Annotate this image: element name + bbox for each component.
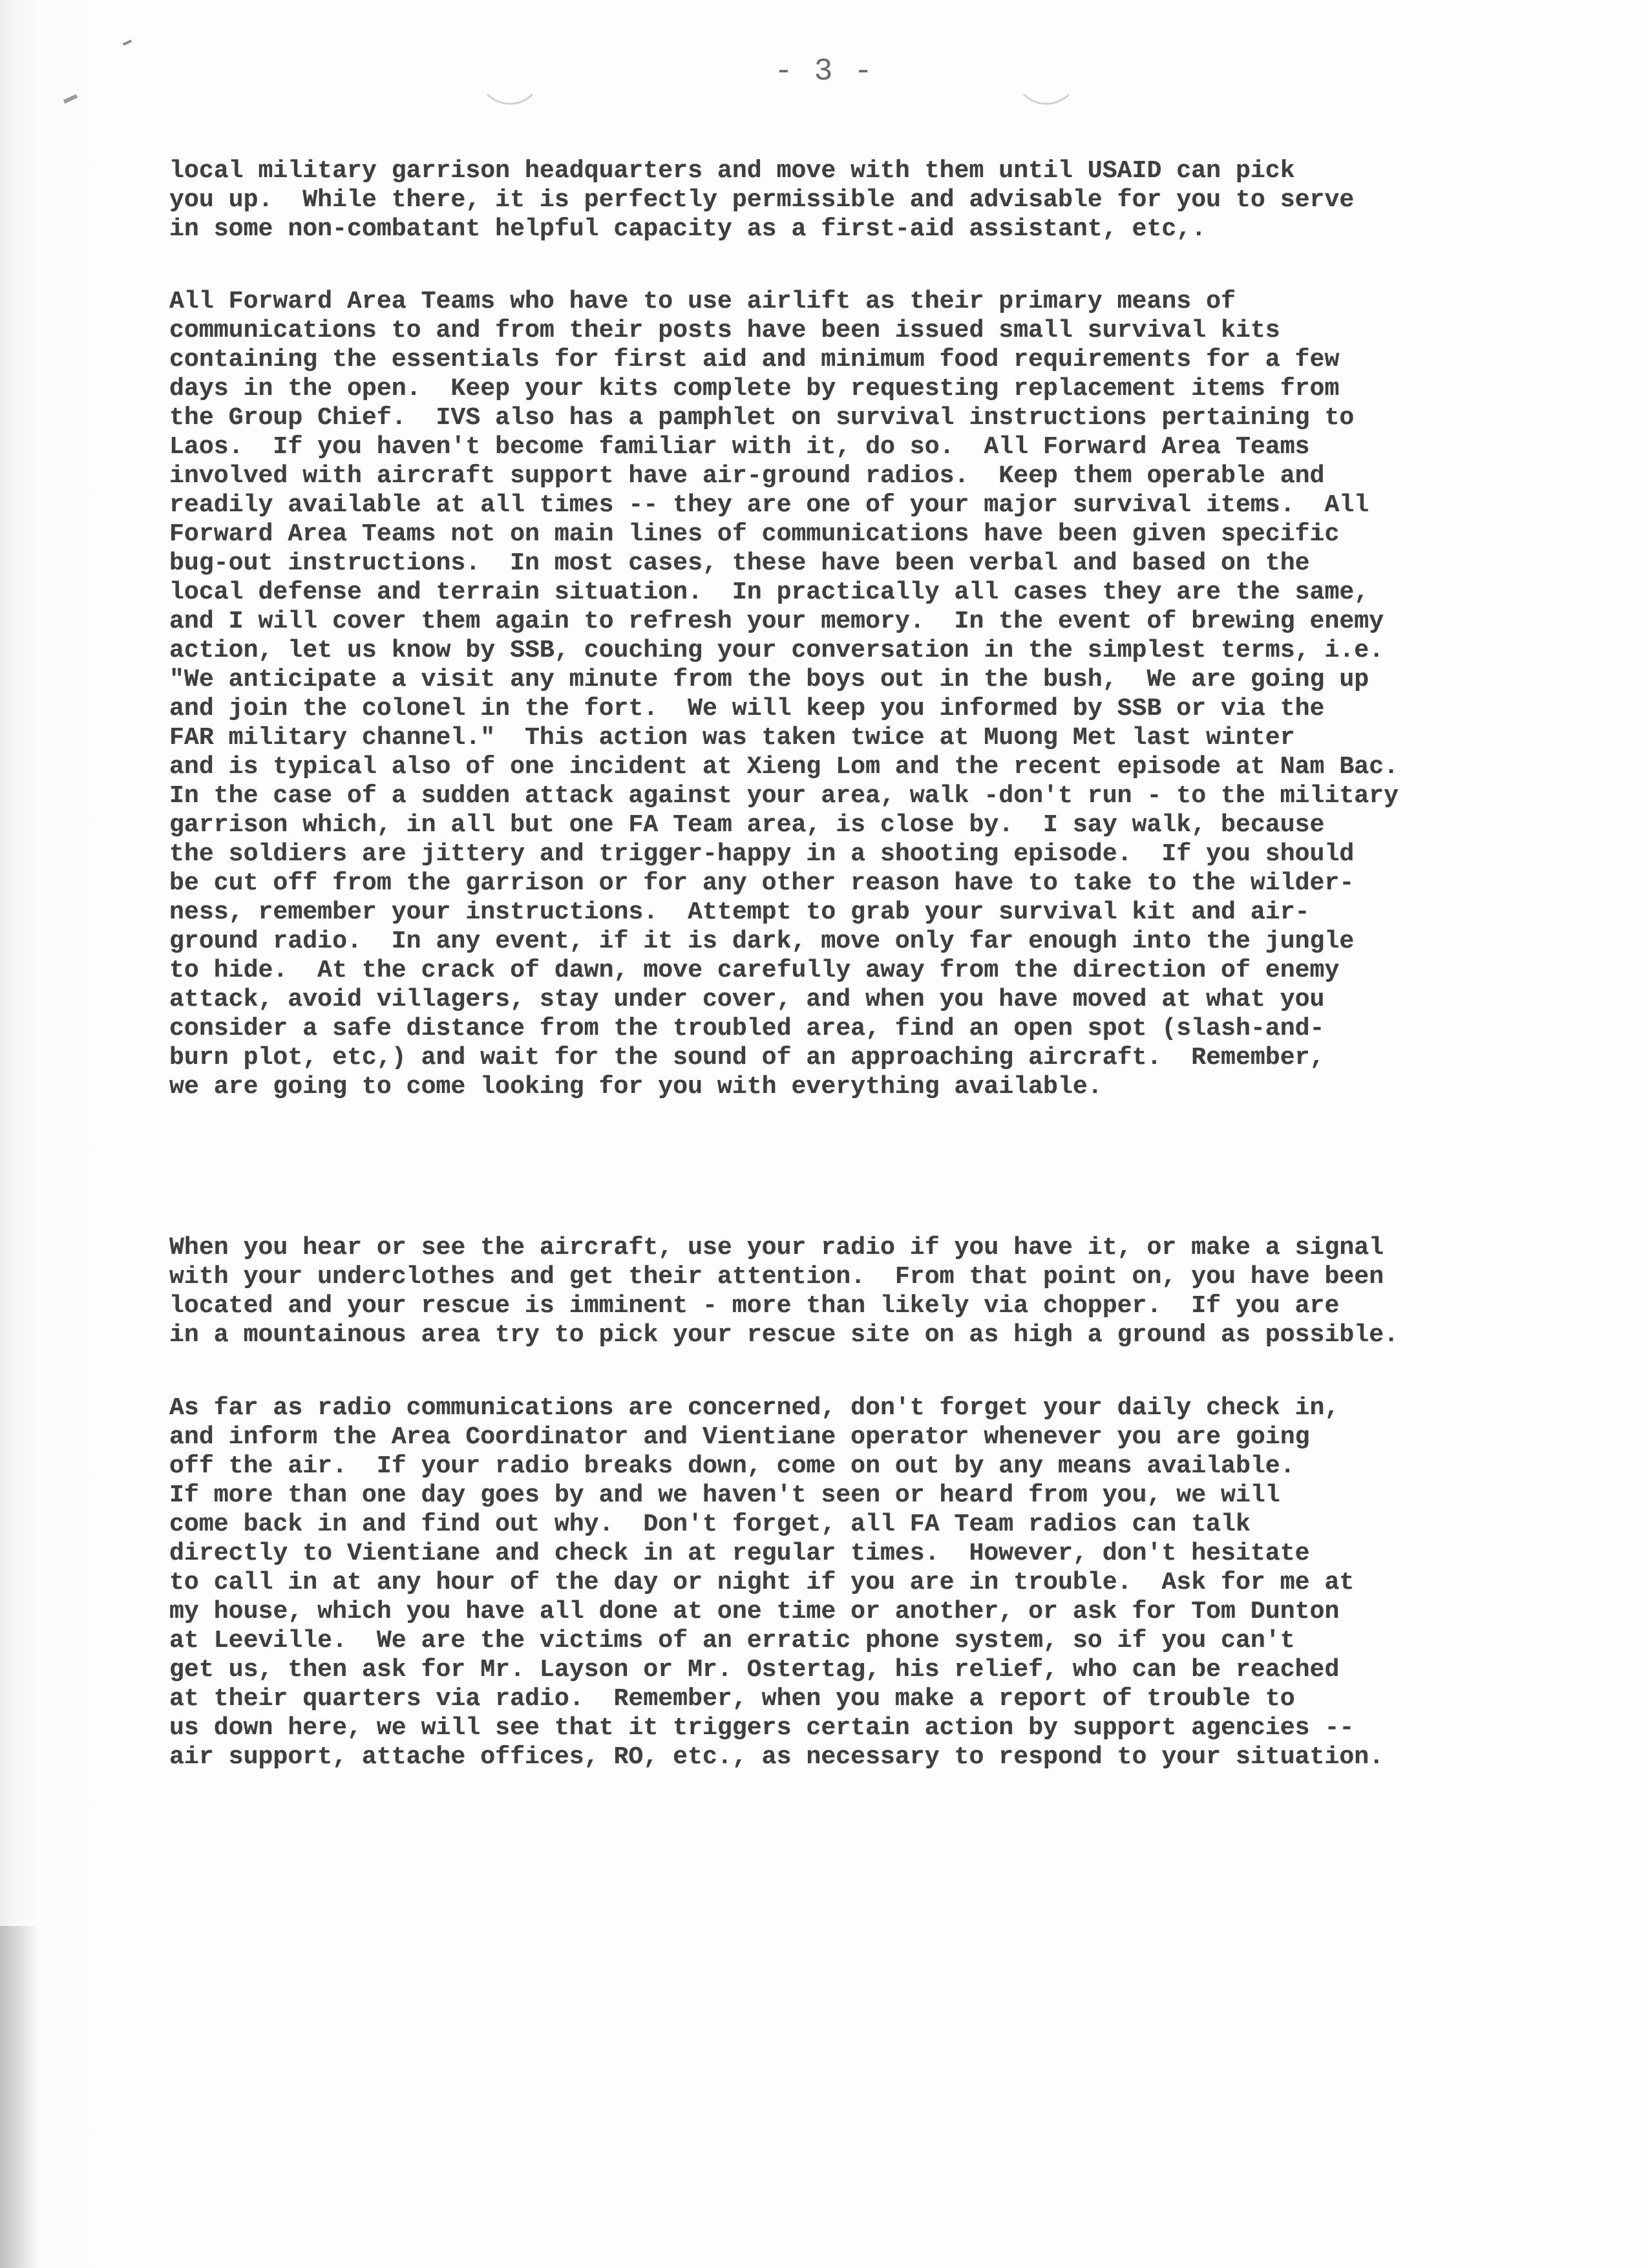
text-line: local defense and terrain situation. In practically all cases they are the same, <box>169 578 1369 606</box>
text-line: action, let us know by SSB, couching your conversation in the simplest terms, i.e. <box>169 637 1384 664</box>
text-line: to call in at any hour of the day or night if you are in trouble. Ask for me at <box>169 1569 1355 1596</box>
text-line: In the case of a sudden attack against your area, walk -don't run - to the military <box>169 782 1399 810</box>
text-line: come back in and find out why. Don't forget, all FA Team radios can talk <box>169 1510 1251 1538</box>
text-line: consider a safe distance from the troubled area, find an open spot (slash-and- <box>169 1015 1325 1043</box>
text-line: located and your rescue is imminent - more than likely via chopper. If you are <box>169 1292 1340 1320</box>
text-line: days in the open. Keep your kits complete by requesting replacement items from <box>169 375 1340 403</box>
text-line: FAR military channel." This action was taken twice at Muong Met last winter <box>169 724 1295 752</box>
text-line: attack, avoid villagers, stay under cover, and when you have moved at what you <box>169 986 1325 1013</box>
text-line: involved with aircraft support have air-ground radios. Keep them operable and <box>169 462 1325 490</box>
text-line: at Leeville. We are the victims of an erratic phone system, so if you can't <box>169 1627 1295 1655</box>
text-line: "We anticipate a visit any minute from the boys out in the bush, We are going up <box>169 666 1369 694</box>
text-line: and inform the Area Coordinator and Vientiane operator whenever you are going <box>169 1423 1310 1451</box>
text-line: us down here, we will see that it triggers certain action by support agencies -- <box>169 1714 1355 1742</box>
text-line: If more than one day goes by and we haven't seen or heard from you, we will <box>169 1481 1280 1509</box>
text-line: my house, which you have all done at one time or another, or ask for Tom Dunton <box>169 1598 1340 1626</box>
text-line: you up. While there, it is perfectly permissible and advisable for you to serve <box>169 186 1355 214</box>
text-line: directly to Vientiane and check in at regular times. However, don't hesitate <box>169 1540 1310 1567</box>
text-line: bug-out instructions. In most cases, these have been verbal and based on the <box>169 549 1310 577</box>
margin-mark <box>63 94 78 104</box>
text-line: garrison which, in all but one FA Team area, is close by. I say walk, because <box>169 811 1325 839</box>
paragraph-survival-kits <box>169 287 1514 1101</box>
text-line: and I will cover them again to refresh your memory. In the event of brewing enemy <box>169 608 1384 635</box>
text-line: and is typical also of one incident at Xieng Lom and the recent episode at Nam Bac. <box>169 753 1399 781</box>
text-line: be cut off from the garrison or for any other reason have to take to the wilder- <box>169 869 1355 897</box>
margin-mark <box>123 39 132 46</box>
text-line: in a mountainous area try to pick your rescue site on as high a ground as possible. <box>169 1321 1399 1349</box>
text-line: we are going to come looking for you with everything available. <box>169 1073 1103 1101</box>
text-line: communications to and from their posts have been issued small survival kits <box>169 317 1280 344</box>
text-line: air support, attache offices, RO, etc., as necessary to respond to your situation. <box>169 1743 1384 1771</box>
paragraph-garrison <box>169 156 1514 244</box>
text-line: at their quarters via radio. Remember, when you make a report of trouble to <box>169 1685 1295 1713</box>
text-line: local military garrison headquarters and move with them until USAID can pick <box>169 157 1295 185</box>
text-line: to hide. At the crack of dawn, move carefully away from the direction of enemy <box>169 957 1340 984</box>
text-line: readily available at all times -- they are one of your major survival items. All <box>169 491 1369 519</box>
text-line: ground radio. In any event, if it is dark, move only far enough into the jungle <box>169 927 1355 955</box>
text-line: As far as radio communications are concerned, don't forget your daily check in, <box>169 1394 1340 1422</box>
text-line: off the air. If your radio breaks down, come on out by any means available. <box>169 1452 1295 1480</box>
text-line: with your underclothes and get their attention. From that point on, you have been <box>169 1263 1384 1291</box>
text-line: All Forward Area Teams who have to use airlift as their primary means of <box>169 288 1236 315</box>
paragraph-radio-communications <box>169 1394 1514 1772</box>
page-number: - 3 - <box>774 54 874 89</box>
paragraph-rescue <box>169 1233 1514 1350</box>
text-line: and join the colonel in the fort. We will keep you informed by SSB or via the <box>169 695 1325 723</box>
text-line: containing the essentials for first aid and minimum food requirements for a few <box>169 346 1340 374</box>
text-line: in some non-combatant helpful capacity as a first-aid assistant, etc,. <box>169 215 1207 243</box>
text-line: When you hear or see the aircraft, use your radio if you have it, or make a signal <box>169 1234 1384 1262</box>
text-line: Laos. If you haven't become familiar with it, do so. All Forward Area Teams <box>169 433 1310 461</box>
text-line: ness, remember your instructions. Attempt to grab your survival kit and air- <box>169 898 1310 926</box>
text-line: Forward Area Teams not on main lines of communications have been given specific <box>169 520 1340 548</box>
text-line: the Group Chief. IVS also has a pamphlet on survival instructions pertaining to <box>169 404 1355 432</box>
text-line: burn plot, etc,) and wait for the sound of an approaching aircraft. Remember, <box>169 1044 1325 1072</box>
text-line: get us, then ask for Mr. Layson or Mr. Ostertag, his relief, who can be reached <box>169 1656 1340 1684</box>
scan-edge-shadow <box>0 1926 39 2268</box>
text-line: the soldiers are jittery and trigger-happy in a shooting episode. If you should <box>169 840 1355 868</box>
